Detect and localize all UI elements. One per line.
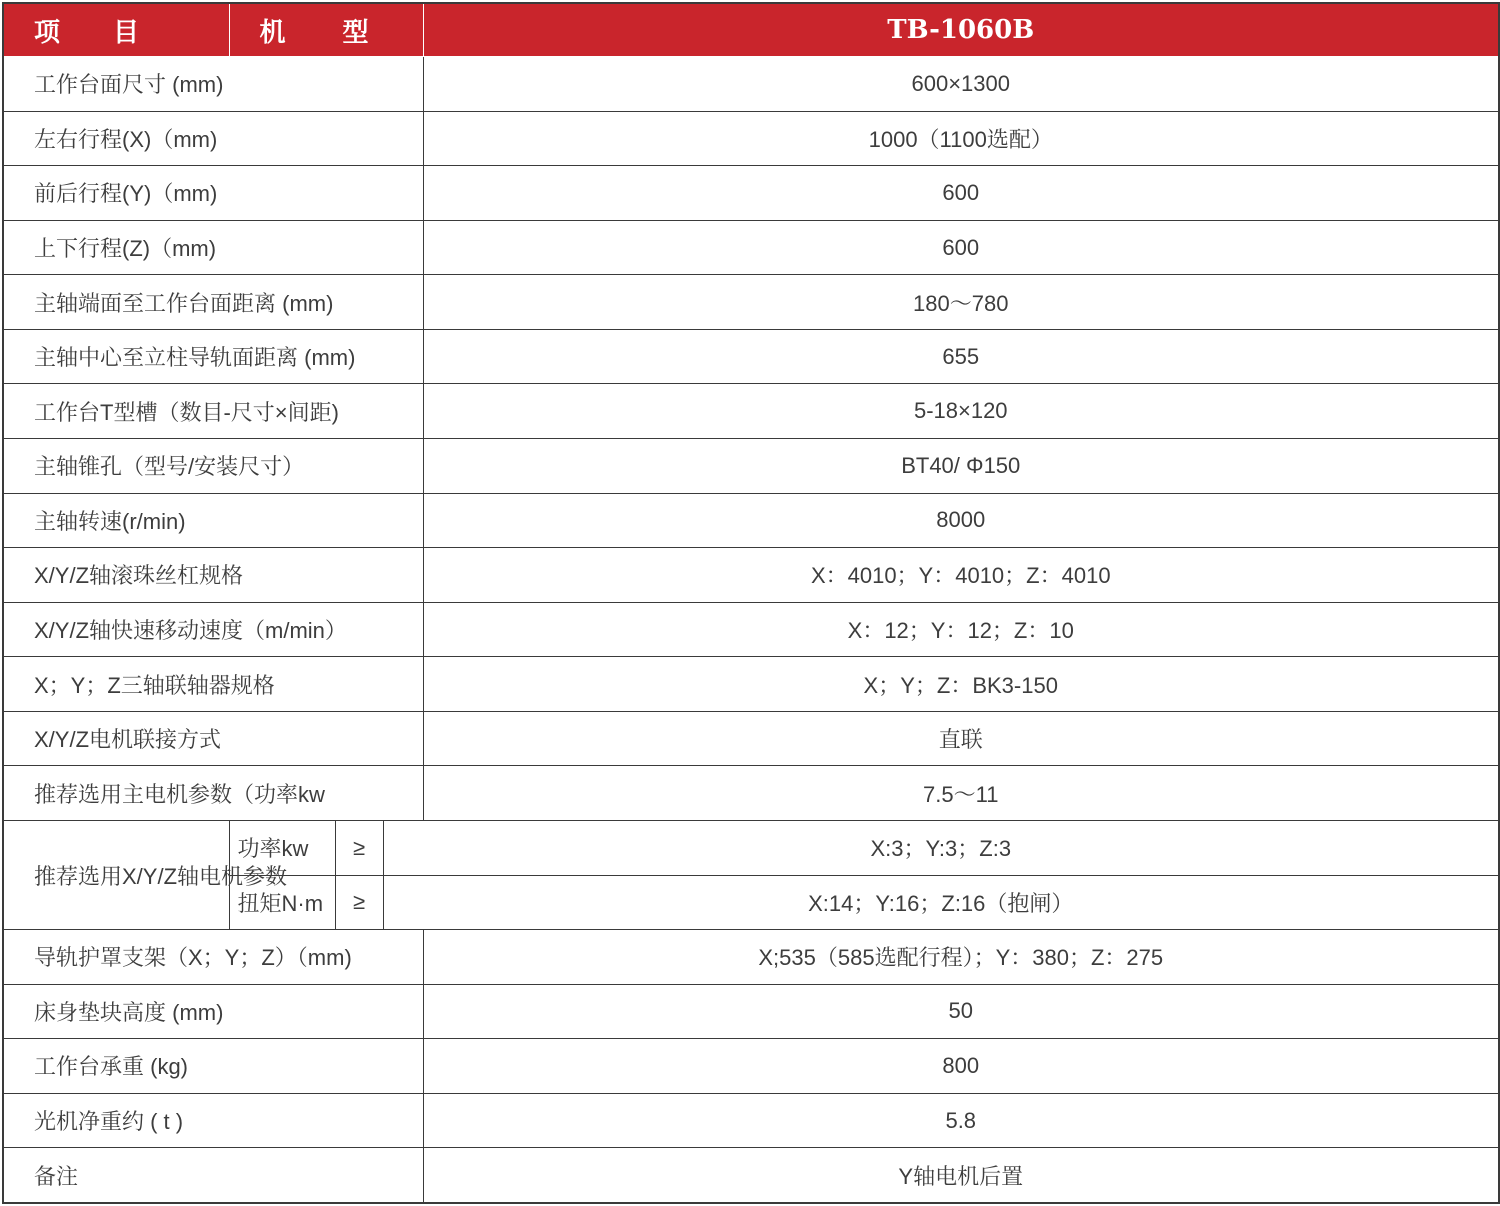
table-row: [3, 602, 1499, 657]
row-label: X/Y/Z轴滚珠丝杠规格: [3, 548, 423, 603]
table-header-row: [3, 3, 1499, 57]
row-value: 800: [423, 1039, 1499, 1094]
row-value: 600×1300: [423, 57, 1499, 112]
table-row: [3, 1093, 1499, 1148]
row-label: 床身垫块高度 (mm): [3, 984, 423, 1039]
row-label: X/Y/Z轴快速移动速度（m/min）: [3, 602, 423, 657]
row-label: 光机净重约 ( t ): [3, 1093, 423, 1148]
motor-sub-value: X:14；Y:16；Z:16（抱闸）: [383, 875, 1499, 930]
row-value: X：4010；Y：4010；Z：4010: [423, 548, 1499, 603]
table-row: [3, 329, 1499, 384]
table-row: [3, 711, 1499, 766]
table-row: [3, 166, 1499, 221]
motor-sub-symbol: ≥: [335, 875, 383, 930]
row-value: 600: [423, 220, 1499, 275]
header-machine-type: 机 型: [229, 3, 423, 57]
row-value: X；Y；Z：BK3-150: [423, 657, 1499, 712]
table-row: [3, 930, 1499, 985]
table-row: [3, 384, 1499, 439]
row-value: 180～780: [423, 275, 1499, 330]
row-label: X/Y/Z电机联接方式: [3, 711, 423, 766]
row-label: 主轴端面至工作台面距离 (mm): [3, 275, 423, 330]
row-value: 5-18×120: [423, 384, 1499, 439]
table-row: [3, 548, 1499, 603]
row-label: 导轨护罩支架（X；Y；Z）（mm): [3, 930, 423, 985]
table-row: [3, 984, 1499, 1039]
row-label: 左右行程(X)（mm): [3, 111, 423, 166]
table-row: [3, 111, 1499, 166]
motor-params-row-power: [3, 820, 1499, 875]
row-label: 前后行程(Y)（mm): [3, 166, 423, 221]
row-label: 工作台面尺寸 (mm): [3, 57, 423, 112]
row-value: 8000: [423, 493, 1499, 548]
table-row: [3, 57, 1499, 112]
row-label: 工作台T型槽（数目-尺寸×间距): [3, 384, 423, 439]
row-label: 主轴锥孔（型号/安装尺寸）: [3, 439, 423, 494]
row-value: 直联: [423, 711, 1499, 766]
spec-table: [2, 2, 1500, 1204]
row-label: 工作台承重 (kg): [3, 1039, 423, 1094]
row-label: 主轴转速(r/min): [3, 493, 423, 548]
row-value: 1000（1100选配）: [423, 111, 1499, 166]
motor-params-label: 推荐选用X/Y/Z轴电机参数: [3, 820, 229, 929]
row-label: 主轴中心至立柱导轨面距离 (mm): [3, 329, 423, 384]
table-row: [3, 220, 1499, 275]
table-row: [3, 493, 1499, 548]
table-row: [3, 275, 1499, 330]
table-row: [3, 439, 1499, 494]
row-value: X：12；Y：12；Z：10: [423, 602, 1499, 657]
table-row: [3, 1148, 1499, 1203]
row-label: X；Y；Z三轴联轴器规格: [3, 657, 423, 712]
motor-sub-symbol: ≥: [335, 820, 383, 875]
header-item: 项 目: [3, 3, 229, 57]
table-row: [3, 657, 1499, 712]
motor-sub-label: 扭矩N·m: [229, 875, 335, 930]
motor-sub-label: 功率kw: [229, 820, 335, 875]
row-label: 上下行程(Z)（mm): [3, 220, 423, 275]
row-value: 600: [423, 166, 1499, 221]
table-row: [3, 766, 1499, 821]
row-value: Y轴电机后置: [423, 1148, 1499, 1203]
header-model: TB-1060B: [423, 3, 1499, 57]
row-value: X;535（585选配行程）；Y：380；Z：275: [423, 930, 1499, 985]
row-value: 7.5～11: [423, 766, 1499, 821]
row-label: 备注: [3, 1148, 423, 1203]
row-label: 推荐选用主电机参数（功率kw: [3, 766, 423, 821]
table-row: [3, 1039, 1499, 1094]
row-value: 50: [423, 984, 1499, 1039]
motor-sub-value: X:3；Y:3；Z:3: [383, 820, 1499, 875]
row-value: 655: [423, 329, 1499, 384]
row-value: BT40/ Φ150: [423, 439, 1499, 494]
row-value: 5.8: [423, 1093, 1499, 1148]
